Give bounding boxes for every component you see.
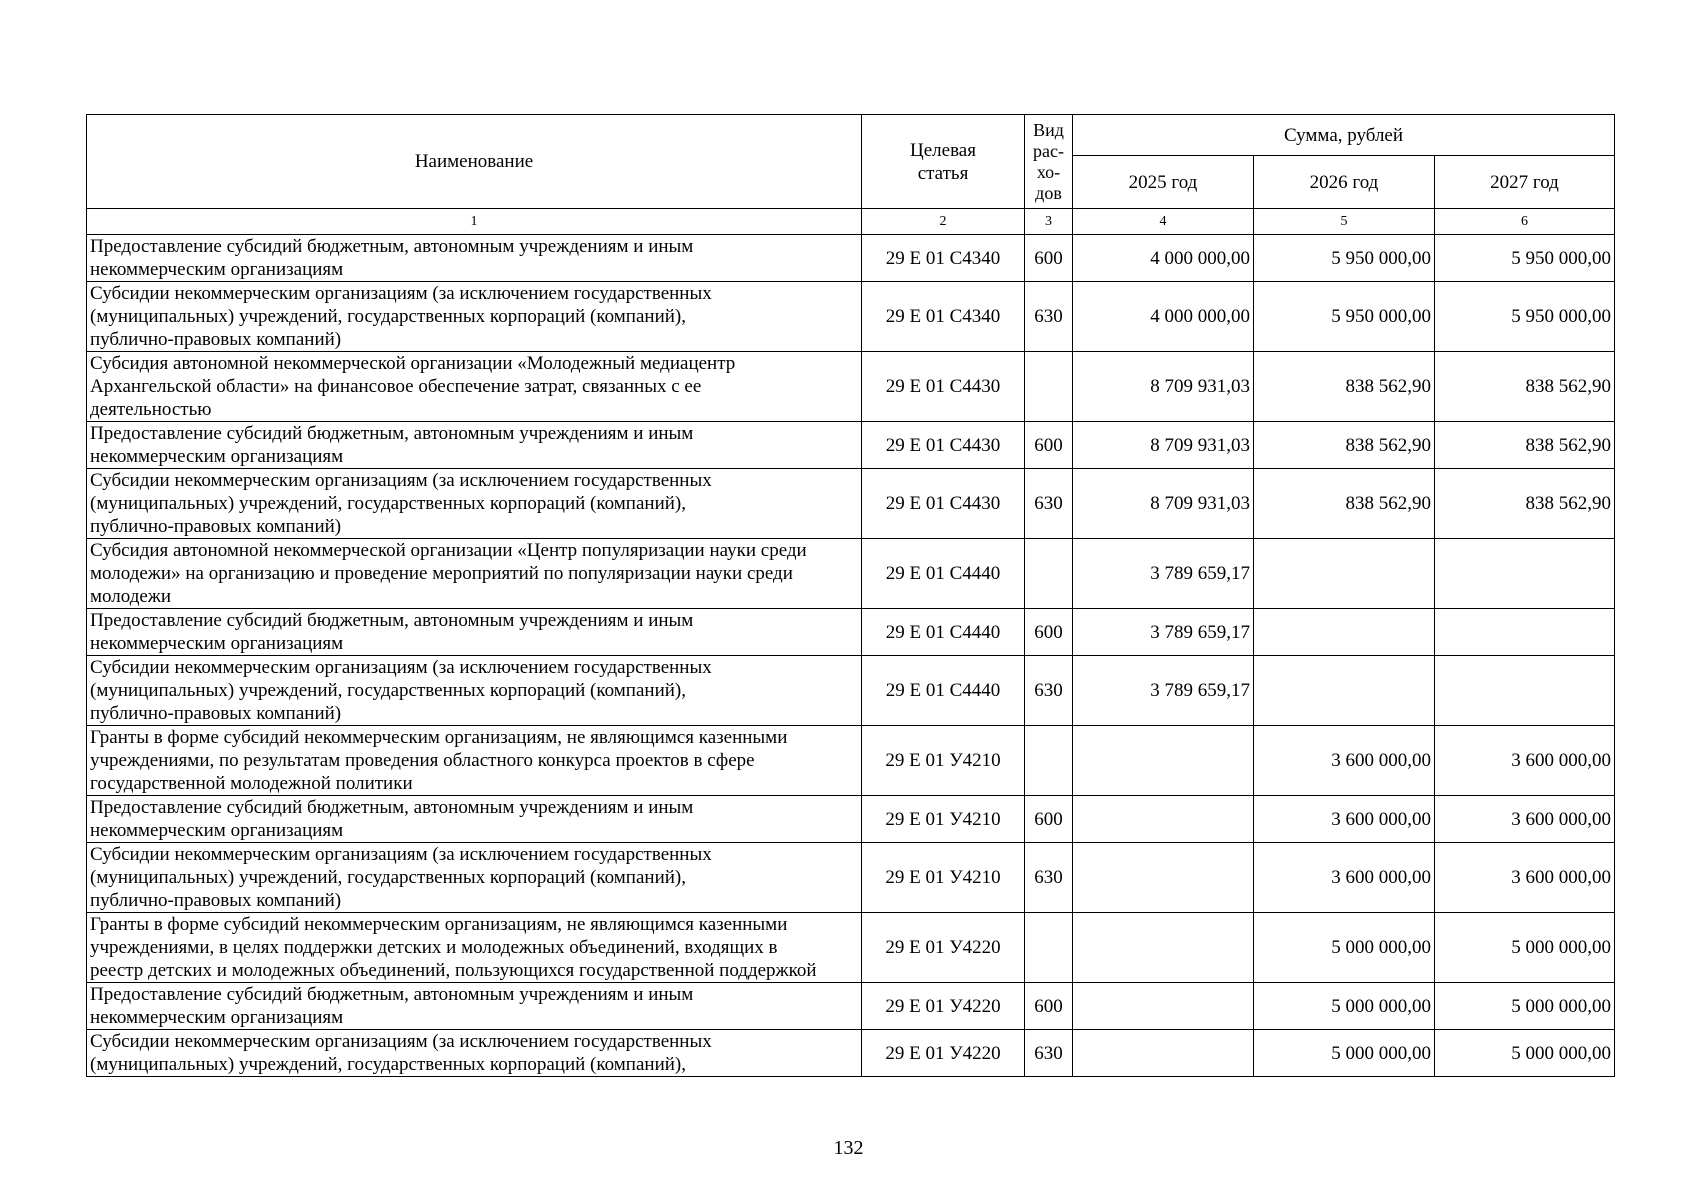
table-row bbox=[87, 913, 1615, 983]
row-name-line: Субсидии некоммерческим организациям (за исключением государственных bbox=[90, 657, 712, 678]
row-target-article: 29 Е 01 У4210 bbox=[862, 843, 1025, 913]
row-name-line: Предоставление субсидий бюджетным, автономным учреждениям и иным bbox=[90, 797, 694, 818]
row-target-article: 29 Е 01 У4220 bbox=[862, 983, 1025, 1030]
column-number: 6 bbox=[1435, 209, 1615, 235]
row-name-line: (муниципальных) учреждений, государственных корпораций (компаний), bbox=[90, 306, 686, 327]
row-amount-2026: 5 950 000,00 bbox=[1254, 235, 1435, 282]
column-number: 4 bbox=[1073, 209, 1254, 235]
row-amount-2025: 8 709 931,03 bbox=[1073, 469, 1254, 539]
column-number: 5 bbox=[1254, 209, 1435, 235]
row-name bbox=[87, 1030, 862, 1077]
row-amount-2026: 3 600 000,00 bbox=[1254, 843, 1435, 913]
row-expense-type: 630 bbox=[1025, 282, 1073, 352]
row-amount-2027: 5 950 000,00 bbox=[1435, 282, 1615, 352]
row-name-line: государственной молодежной политики bbox=[90, 773, 413, 794]
row-name-line: реестр детских и молодежных объединений, пользующихся государственной поддержкой bbox=[90, 960, 817, 981]
table-row bbox=[87, 539, 1615, 609]
row-name-line: Гранты в форме субсидий некоммерческим организациям, не являющимся казенными bbox=[90, 914, 788, 935]
table-row bbox=[87, 609, 1615, 656]
row-name-line: деятельностью bbox=[90, 399, 212, 420]
row-amount-2025: 8 709 931,03 bbox=[1073, 352, 1254, 422]
row-name-line: Субсидия автономной некоммерческой организации «Молодежный медиацентр bbox=[90, 353, 736, 374]
row-amount-2025: 8 709 931,03 bbox=[1073, 422, 1254, 469]
row-name-line: публично-правовых компаний) bbox=[90, 703, 342, 724]
table-row bbox=[87, 469, 1615, 539]
row-name-line: учреждениями, в целях поддержки детских и молодежных объединений, входящих в bbox=[90, 937, 778, 958]
row-name-line: (муниципальных) учреждений, государственных корпораций (компаний), bbox=[90, 867, 686, 888]
table-row bbox=[87, 726, 1615, 796]
row-name-line: Предоставление субсидий бюджетным, автономным учреждениям и иным bbox=[90, 984, 694, 1005]
table-row bbox=[87, 282, 1615, 352]
table-row bbox=[87, 843, 1615, 913]
row-amount-2025: 3 789 659,17 bbox=[1073, 656, 1254, 726]
row-name-line: Предоставление субсидий бюджетным, автономным учреждениям и иным bbox=[90, 610, 694, 631]
row-name-line: молодежи bbox=[90, 586, 172, 607]
table-row bbox=[87, 235, 1615, 282]
row-amount-2026: 3 600 000,00 bbox=[1254, 726, 1435, 796]
row-amount-2025 bbox=[1073, 983, 1254, 1030]
table-header bbox=[87, 115, 1615, 235]
row-amount-2027: 838 562,90 bbox=[1435, 352, 1615, 422]
row-amount-2025 bbox=[1073, 796, 1254, 843]
table-row bbox=[87, 656, 1615, 726]
row-name-line: публично-правовых компаний) bbox=[90, 329, 342, 350]
header-year-2026: 2026 год bbox=[1254, 156, 1435, 209]
row-expense-type: 630 bbox=[1025, 656, 1073, 726]
row-amount-2025 bbox=[1073, 913, 1254, 983]
header-target-article-line-2: статья bbox=[917, 162, 969, 184]
budget-table bbox=[86, 114, 1615, 1077]
row-amount-2025: 4 000 000,00 bbox=[1073, 282, 1254, 352]
row-amount-2027: 838 562,90 bbox=[1435, 469, 1615, 539]
row-amount-2025: 4 000 000,00 bbox=[1073, 235, 1254, 282]
row-amount-2026: 838 562,90 bbox=[1254, 352, 1435, 422]
row-target-article: 29 Е 01 У4220 bbox=[862, 913, 1025, 983]
row-expense-type bbox=[1025, 726, 1073, 796]
row-name bbox=[87, 983, 862, 1030]
row-name-line: публично-правовых компаний) bbox=[90, 890, 342, 911]
header-target-article bbox=[862, 115, 1025, 209]
row-target-article: 29 Е 01 С4440 bbox=[862, 539, 1025, 609]
table-row bbox=[87, 1030, 1615, 1077]
row-target-article: 29 Е 01 У4220 bbox=[862, 1030, 1025, 1077]
row-name-line: (муниципальных) учреждений, государственных корпораций (компаний), bbox=[90, 680, 686, 701]
page-number: 132 bbox=[833, 1137, 864, 1159]
row-name bbox=[87, 609, 862, 656]
row-amount-2027: 5 000 000,00 bbox=[1435, 983, 1615, 1030]
row-expense-type: 600 bbox=[1025, 422, 1073, 469]
row-amount-2026: 838 562,90 bbox=[1254, 469, 1435, 539]
row-expense-type bbox=[1025, 352, 1073, 422]
row-name bbox=[87, 913, 862, 983]
header-name: Наименование bbox=[87, 115, 862, 209]
header-target-article-line-1: Целевая bbox=[910, 139, 976, 161]
row-expense-type bbox=[1025, 539, 1073, 609]
row-expense-type bbox=[1025, 913, 1073, 983]
row-expense-type: 600 bbox=[1025, 609, 1073, 656]
row-amount-2026: 5 000 000,00 bbox=[1254, 1030, 1435, 1077]
row-amount-2026: 5 000 000,00 bbox=[1254, 983, 1435, 1030]
row-amount-2025: 3 789 659,17 bbox=[1073, 539, 1254, 609]
row-amount-2026: 5 950 000,00 bbox=[1254, 282, 1435, 352]
row-name bbox=[87, 656, 862, 726]
row-target-article: 29 Е 01 С4340 bbox=[862, 235, 1025, 282]
row-name-line: молодежи» на организацию и проведение мероприятий по популяризации науки среди bbox=[90, 563, 793, 584]
table-row bbox=[87, 796, 1615, 843]
table-row bbox=[87, 983, 1615, 1030]
row-amount-2027 bbox=[1435, 656, 1615, 726]
row-name-line: публично-правовых компаний) bbox=[90, 516, 342, 537]
row-target-article: 29 Е 01 С4440 bbox=[862, 609, 1025, 656]
row-name-line: Гранты в форме субсидий некоммерческим организациям, не являющимся казенными bbox=[90, 727, 788, 748]
table-row bbox=[87, 422, 1615, 469]
row-target-article: 29 Е 01 С4430 bbox=[862, 352, 1025, 422]
row-amount-2027: 3 600 000,00 bbox=[1435, 726, 1615, 796]
row-amount-2027: 838 562,90 bbox=[1435, 422, 1615, 469]
row-expense-type: 600 bbox=[1025, 983, 1073, 1030]
header-expense-type bbox=[1025, 115, 1073, 209]
row-amount-2026: 5 000 000,00 bbox=[1254, 913, 1435, 983]
row-amount-2027 bbox=[1435, 609, 1615, 656]
row-amount-2026 bbox=[1254, 539, 1435, 609]
row-name-line: Субсидии некоммерческим организациям (за исключением государственных bbox=[90, 844, 712, 865]
row-expense-type: 600 bbox=[1025, 235, 1073, 282]
row-amount-2025: 3 789 659,17 bbox=[1073, 609, 1254, 656]
row-name bbox=[87, 422, 862, 469]
header-expense-type-line-4: дов bbox=[1035, 182, 1062, 203]
row-expense-type: 630 bbox=[1025, 1030, 1073, 1077]
row-expense-type: 630 bbox=[1025, 469, 1073, 539]
row-target-article: 29 Е 01 С4430 bbox=[862, 422, 1025, 469]
row-name bbox=[87, 726, 862, 796]
header-expense-type-line-3: хо- bbox=[1036, 161, 1061, 182]
header-sum: Сумма, рублей bbox=[1073, 115, 1615, 156]
column-numbers-row bbox=[87, 209, 1615, 235]
row-expense-type: 600 bbox=[1025, 796, 1073, 843]
row-amount-2027: 3 600 000,00 bbox=[1435, 796, 1615, 843]
header-expense-type-line-1: Вид bbox=[1033, 119, 1064, 140]
row-name-line: некоммерческим организациям bbox=[90, 1007, 344, 1028]
row-name-line: некоммерческим организациям bbox=[90, 446, 344, 467]
column-number: 1 bbox=[87, 209, 862, 235]
table-row bbox=[87, 352, 1615, 422]
row-amount-2026 bbox=[1254, 656, 1435, 726]
table-body bbox=[87, 235, 1615, 1077]
row-name bbox=[87, 235, 862, 282]
row-target-article: 29 Е 01 С4440 bbox=[862, 656, 1025, 726]
header-year-2027: 2027 год bbox=[1435, 156, 1615, 209]
row-name-line: Субсидия автономной некоммерческой организации «Центр популяризации науки среди bbox=[90, 540, 807, 561]
row-amount-2027 bbox=[1435, 539, 1615, 609]
row-amount-2026: 3 600 000,00 bbox=[1254, 796, 1435, 843]
row-amount-2025 bbox=[1073, 726, 1254, 796]
row-target-article: 29 Е 01 С4430 bbox=[862, 469, 1025, 539]
row-name bbox=[87, 282, 862, 352]
row-amount-2027: 5 000 000,00 bbox=[1435, 1030, 1615, 1077]
row-name-line: (муниципальных) учреждений, государственных корпораций (компаний), bbox=[90, 1054, 686, 1075]
row-amount-2026: 838 562,90 bbox=[1254, 422, 1435, 469]
row-amount-2027: 3 600 000,00 bbox=[1435, 843, 1615, 913]
row-name-line: некоммерческим организациям bbox=[90, 259, 344, 280]
row-name-line: Субсидии некоммерческим организациям (за исключением государственных bbox=[90, 283, 712, 304]
row-name bbox=[87, 796, 862, 843]
column-number: 2 bbox=[862, 209, 1025, 235]
row-name bbox=[87, 843, 862, 913]
row-name bbox=[87, 469, 862, 539]
header-year-2025: 2025 год bbox=[1073, 156, 1254, 209]
row-name-line: Субсидии некоммерческим организациям (за исключением государственных bbox=[90, 1031, 712, 1052]
row-amount-2026 bbox=[1254, 609, 1435, 656]
header-expense-type-line-2: рас- bbox=[1033, 140, 1064, 161]
row-name-line: некоммерческим организациям bbox=[90, 820, 344, 841]
row-name-line: некоммерческим организациям bbox=[90, 633, 344, 654]
column-number: 3 bbox=[1025, 209, 1073, 235]
row-target-article: 29 Е 01 С4340 bbox=[862, 282, 1025, 352]
row-expense-type: 630 bbox=[1025, 843, 1073, 913]
row-amount-2027: 5 950 000,00 bbox=[1435, 235, 1615, 282]
row-name-line: Архангельской области» на финансовое обеспечение затрат, связанных с ее bbox=[90, 376, 702, 397]
row-name bbox=[87, 352, 862, 422]
row-name-line: учреждениями, по результатам проведения областного конкурса проектов в сфере bbox=[90, 750, 755, 771]
row-name-line: Предоставление субсидий бюджетным, автономным учреждениям и иным bbox=[90, 236, 694, 257]
row-name-line: Предоставление субсидий бюджетным, автономным учреждениям и иным bbox=[90, 423, 694, 444]
row-target-article: 29 Е 01 У4210 bbox=[862, 726, 1025, 796]
row-amount-2027: 5 000 000,00 bbox=[1435, 913, 1615, 983]
row-name bbox=[87, 539, 862, 609]
row-amount-2025 bbox=[1073, 843, 1254, 913]
row-name-line: (муниципальных) учреждений, государственных корпораций (компаний), bbox=[90, 493, 686, 514]
row-amount-2025 bbox=[1073, 1030, 1254, 1077]
row-target-article: 29 Е 01 У4210 bbox=[862, 796, 1025, 843]
row-name-line: Субсидии некоммерческим организациям (за исключением государственных bbox=[90, 470, 712, 491]
